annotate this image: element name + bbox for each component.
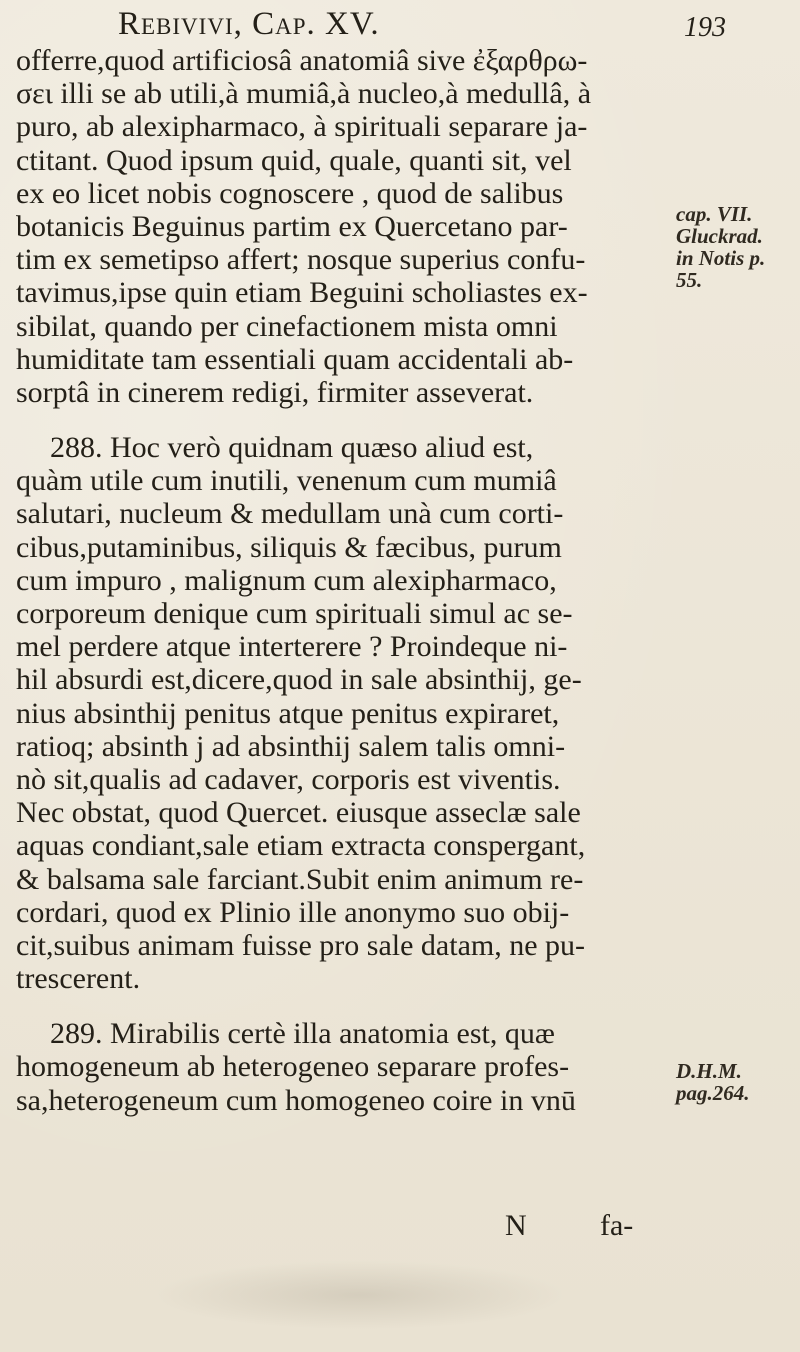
catchword: fa- bbox=[600, 1209, 634, 1242]
text-line: Nec obstat, quod Quercet. eiusque asseclæ sale bbox=[16, 796, 581, 830]
text-line: & balsama sale farciant.Subit enim animum re- bbox=[16, 862, 584, 896]
page-number: 193 bbox=[684, 12, 726, 43]
text-line: homogeneum ab heterogeneo separare profes- bbox=[16, 1050, 570, 1084]
text-line: trescerent. bbox=[16, 962, 141, 996]
text-line: offerre,quod artificiosâ anatomiâ sive ἐξαρθρω- bbox=[16, 44, 588, 77]
text-line: sibilat, quando per cinefactionem mista omni bbox=[16, 309, 558, 343]
margin-note-gluckrad bbox=[676, 203, 800, 291]
paper-stain bbox=[150, 1260, 570, 1330]
text-line: nò sit,qualis ad cadaver, corporis est viventis. bbox=[16, 762, 561, 796]
text-line: corporeum denique cum spirituali simul ac se- bbox=[16, 597, 573, 630]
text-line: tavimus,ipse quin etiam Beguini scholiastes ex- bbox=[16, 276, 588, 310]
running-head: Rebivivi, Cap. XV. bbox=[118, 6, 380, 42]
text-line: nius absinthij penitus atque penitus expiraret, bbox=[16, 696, 560, 730]
page-header bbox=[0, 6, 800, 46]
margin-note-line: Gluckrad. bbox=[676, 224, 763, 248]
margin-note-line: cap. VII. bbox=[676, 202, 753, 226]
text-line: sa,heterogeneum cum homogeneo coire in vnū bbox=[16, 1083, 576, 1117]
text-line: tim ex semetipso affert; nosque superius confu- bbox=[16, 243, 586, 277]
paragraph-gap bbox=[16, 995, 676, 1017]
text-line: ratioq; absinth j ad absinthij salem talis omni- bbox=[16, 729, 566, 763]
text-line: salutari, nucleum & medullam unà cum corti- bbox=[16, 497, 564, 531]
text-line: cit,suibus animam fuisse pro sale datam, ne pu- bbox=[16, 928, 586, 962]
margin-note-line: D.H.M. bbox=[676, 1059, 742, 1083]
paragraph-gap bbox=[16, 409, 676, 431]
text-line: σει illi se ab utili,à mumiâ,à nucleo,à medullâ, à bbox=[16, 77, 592, 111]
signature-mark: N bbox=[505, 1209, 527, 1242]
text-line: 288. Hoc verò quidnam quæso aliud est, bbox=[50, 431, 534, 465]
margin-note-line: 55. bbox=[676, 268, 703, 292]
text-line: quàm utile cum inutili, venenum cum mumiâ bbox=[16, 464, 557, 498]
margin-note-dhm bbox=[676, 1060, 800, 1104]
text-line: aquas condiant,sale etiam extracta conspergant, bbox=[16, 829, 586, 863]
text-line: cibus,putaminibus, siliquis & fæcibus, purum bbox=[16, 530, 562, 564]
margin-note-line: pag.264. bbox=[676, 1081, 750, 1105]
text-line: cum impuro , malignum cum alexipharmaco, bbox=[16, 563, 557, 597]
text-line: botanicis Beguinus partim ex Quercetano par- bbox=[16, 209, 568, 243]
text-line: ctitant. Quod ipsum quid, quale, quanti sit, vel bbox=[16, 143, 572, 177]
text-line: sorptâ in cinerem redigi, firmiter asseverat. bbox=[16, 375, 534, 409]
text-line: hil absurdi est,dicere,quod in sale absinthij, ge- bbox=[16, 663, 582, 697]
text-line: mel perdere atque interterere ? Proindeque ni- bbox=[16, 630, 568, 664]
text-line: puro, ab alexipharmaco, à spirituali separare ja- bbox=[16, 110, 588, 144]
text-line: cordari, quod ex Plinio ille anonymo suo obij- bbox=[16, 895, 570, 929]
text-line: ex eo licet nobis cognoscere , quod de salibus bbox=[16, 176, 564, 210]
body-text bbox=[16, 44, 676, 1117]
text-line: 289. Mirabilis certè illa anatomia est, quæ bbox=[50, 1017, 555, 1051]
text-line: humiditate tam essentiali quam accidentali ab- bbox=[16, 342, 574, 376]
margin-note-line: in Notis p. bbox=[676, 246, 766, 270]
